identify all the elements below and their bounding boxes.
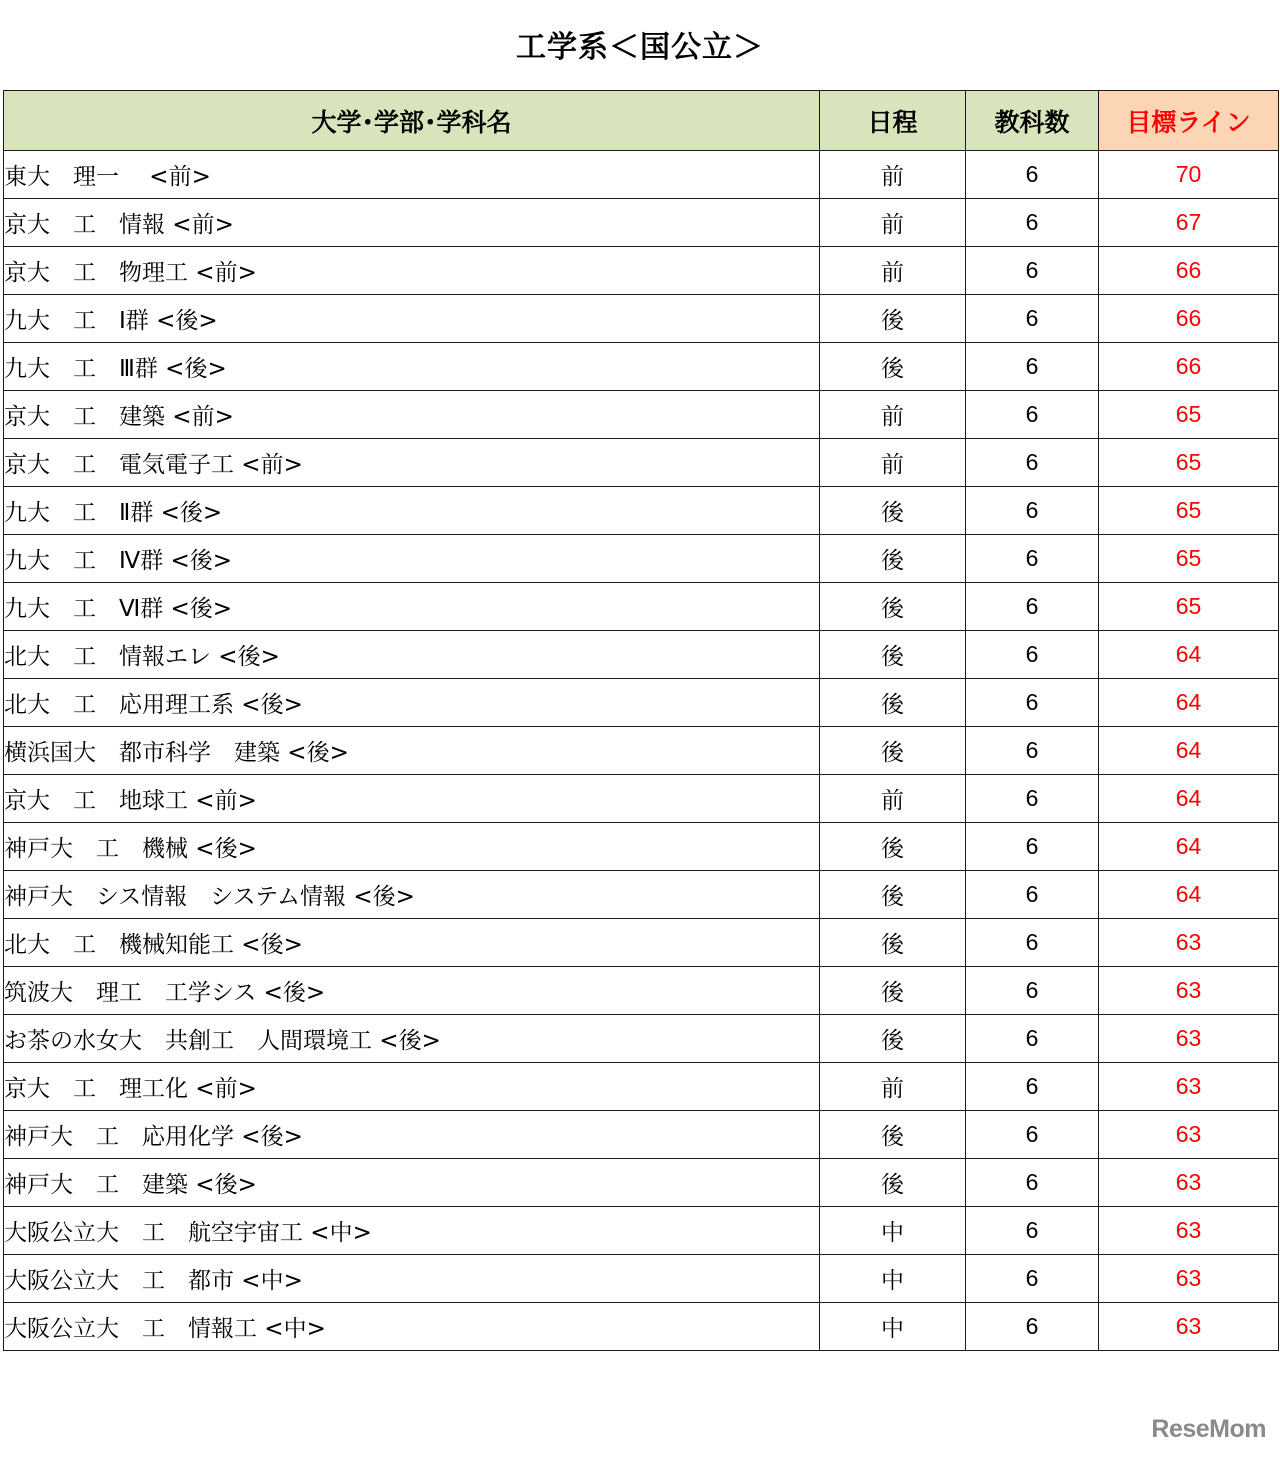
subjects-count-cell: 6	[966, 535, 1099, 583]
table-row	[4, 343, 1279, 391]
table-row	[4, 727, 1279, 775]
column-header-subjects: 教科数	[966, 91, 1099, 151]
university-name-cell: 京大 工 物理工 <前>	[4, 247, 820, 295]
target-line-cell: 66	[1099, 343, 1279, 391]
table-row	[4, 967, 1279, 1015]
target-line-cell: 65	[1099, 439, 1279, 487]
schedule-cell: 中	[820, 1207, 966, 1255]
schedule-cell: 後	[820, 823, 966, 871]
subjects-count-cell: 6	[966, 967, 1099, 1015]
university-name-cell: 筑波大 理工 工学シス <後>	[4, 967, 820, 1015]
ranking-table	[3, 90, 1279, 1351]
schedule-cell: 後	[820, 679, 966, 727]
subjects-count-cell: 6	[966, 151, 1099, 199]
subjects-count-cell: 6	[966, 1015, 1099, 1063]
schedule-cell: 後	[820, 295, 966, 343]
university-name-cell: 京大 工 理工化 <前>	[4, 1063, 820, 1111]
subjects-count-cell: 6	[966, 919, 1099, 967]
column-header-target: 目標ライン	[1099, 91, 1279, 151]
subjects-count-cell: 6	[966, 247, 1099, 295]
target-line-cell: 63	[1099, 1207, 1279, 1255]
subjects-count-cell: 6	[966, 1063, 1099, 1111]
university-name-cell: 横浜国大 都市科学 建築 <後>	[4, 727, 820, 775]
target-line-cell: 66	[1099, 295, 1279, 343]
target-line-cell: 63	[1099, 967, 1279, 1015]
target-line-cell: 63	[1099, 1111, 1279, 1159]
target-line-cell: 64	[1099, 727, 1279, 775]
university-name-cell: 京大 工 情報 <前>	[4, 199, 820, 247]
table-row	[4, 1063, 1279, 1111]
table-body	[4, 151, 1279, 1351]
page-title: 工学系＜国公立＞	[516, 30, 764, 65]
target-line-cell: 63	[1099, 1159, 1279, 1207]
subjects-count-cell: 6	[966, 295, 1099, 343]
schedule-cell: 後	[820, 631, 966, 679]
university-name-cell: 神戸大 工 機械 <後>	[4, 823, 820, 871]
subjects-count-cell: 6	[966, 583, 1099, 631]
schedule-cell: 後	[820, 343, 966, 391]
university-name-cell: 北大 工 応用理工系 <後>	[4, 679, 820, 727]
university-name-cell: お茶の水女大 共創工 人間環境工 <後>	[4, 1015, 820, 1063]
schedule-cell: 後	[820, 583, 966, 631]
target-line-cell: 63	[1099, 1255, 1279, 1303]
table-row	[4, 631, 1279, 679]
target-line-cell: 67	[1099, 199, 1279, 247]
subjects-count-cell: 6	[966, 439, 1099, 487]
target-line-cell: 65	[1099, 583, 1279, 631]
subjects-count-cell: 6	[966, 823, 1099, 871]
university-name-cell: 北大 工 情報エレ <後>	[4, 631, 820, 679]
target-line-cell: 66	[1099, 247, 1279, 295]
schedule-cell: 後	[820, 1015, 966, 1063]
target-line-cell: 63	[1099, 1063, 1279, 1111]
subjects-count-cell: 6	[966, 679, 1099, 727]
subjects-count-cell: 6	[966, 727, 1099, 775]
schedule-cell: 後	[820, 1159, 966, 1207]
table-row	[4, 487, 1279, 535]
target-line-cell: 64	[1099, 631, 1279, 679]
schedule-cell: 前	[820, 151, 966, 199]
schedule-cell: 中	[820, 1303, 966, 1351]
schedule-cell: 後	[820, 535, 966, 583]
table-row	[4, 775, 1279, 823]
table-header-row	[4, 91, 1279, 151]
university-name-cell: 京大 工 電気電子工 <前>	[4, 439, 820, 487]
schedule-cell: 後	[820, 727, 966, 775]
target-line-cell: 63	[1099, 919, 1279, 967]
table-row	[4, 439, 1279, 487]
table-row	[4, 1255, 1279, 1303]
schedule-cell: 前	[820, 1063, 966, 1111]
column-header-name: 大学･学部･学科名	[4, 91, 820, 151]
target-line-cell: 63	[1099, 1015, 1279, 1063]
schedule-cell: 前	[820, 247, 966, 295]
subjects-count-cell: 6	[966, 1303, 1099, 1351]
table-row	[4, 151, 1279, 199]
target-line-cell: 65	[1099, 487, 1279, 535]
subjects-count-cell: 6	[966, 1207, 1099, 1255]
table-row	[4, 679, 1279, 727]
table-row	[4, 199, 1279, 247]
university-name-cell: 大阪公立大 工 都市 <中>	[4, 1255, 820, 1303]
subjects-count-cell: 6	[966, 631, 1099, 679]
resemom-watermark: ReseMom	[1151, 1415, 1266, 1443]
target-line-cell: 65	[1099, 391, 1279, 439]
schedule-cell: 後	[820, 919, 966, 967]
table-row	[4, 247, 1279, 295]
subjects-count-cell: 6	[966, 775, 1099, 823]
column-header-schedule: 日程	[820, 91, 966, 151]
university-name-cell: 神戸大 シス情報 システム情報 <後>	[4, 871, 820, 919]
table-row	[4, 391, 1279, 439]
target-line-cell: 65	[1099, 535, 1279, 583]
schedule-cell: 前	[820, 775, 966, 823]
target-line-cell: 64	[1099, 775, 1279, 823]
university-name-cell: 九大 工 Ⅱ群 <後>	[4, 487, 820, 535]
subjects-count-cell: 6	[966, 1159, 1099, 1207]
table-row	[4, 295, 1279, 343]
subjects-count-cell: 6	[966, 487, 1099, 535]
table-row	[4, 871, 1279, 919]
table-row	[4, 1207, 1279, 1255]
target-line-cell: 70	[1099, 151, 1279, 199]
university-name-cell: 九大 工 Ⅰ群 <後>	[4, 295, 820, 343]
schedule-cell: 中	[820, 1255, 966, 1303]
target-line-cell: 63	[1099, 1303, 1279, 1351]
table-row	[4, 823, 1279, 871]
schedule-cell: 後	[820, 1111, 966, 1159]
subjects-count-cell: 6	[966, 871, 1099, 919]
target-line-cell: 64	[1099, 823, 1279, 871]
schedule-cell: 後	[820, 871, 966, 919]
schedule-cell: 前	[820, 199, 966, 247]
university-name-cell: 九大 工 Ⅳ群 <後>	[4, 535, 820, 583]
university-name-cell: 京大 工 地球工 <前>	[4, 775, 820, 823]
university-name-cell: 京大 工 建築 <前>	[4, 391, 820, 439]
university-name-cell: 北大 工 機械知能工 <後>	[4, 919, 820, 967]
subjects-count-cell: 6	[966, 391, 1099, 439]
university-name-cell: 神戸大 工 応用化学 <後>	[4, 1111, 820, 1159]
schedule-cell: 後	[820, 967, 966, 1015]
subjects-count-cell: 6	[966, 1255, 1099, 1303]
target-line-cell: 64	[1099, 679, 1279, 727]
table-row	[4, 1111, 1279, 1159]
target-line-cell: 64	[1099, 871, 1279, 919]
schedule-cell: 前	[820, 391, 966, 439]
university-name-cell: 東大 理一 <前>	[4, 151, 820, 199]
university-name-cell: 九大 工 Ⅲ群 <後>	[4, 343, 820, 391]
table-row	[4, 919, 1279, 967]
subjects-count-cell: 6	[966, 343, 1099, 391]
table-row	[4, 583, 1279, 631]
schedule-cell: 後	[820, 487, 966, 535]
table-row	[4, 1159, 1279, 1207]
schedule-cell: 前	[820, 439, 966, 487]
table-row	[4, 535, 1279, 583]
table-row	[4, 1303, 1279, 1351]
university-name-cell: 九大 工 Ⅵ群 <後>	[4, 583, 820, 631]
table-row	[4, 1015, 1279, 1063]
subjects-count-cell: 6	[966, 1111, 1099, 1159]
university-name-cell: 大阪公立大 工 情報工 <中>	[4, 1303, 820, 1351]
university-name-cell: 大阪公立大 工 航空宇宙工 <中>	[4, 1207, 820, 1255]
subjects-count-cell: 6	[966, 199, 1099, 247]
university-name-cell: 神戸大 工 建築 <後>	[4, 1159, 820, 1207]
